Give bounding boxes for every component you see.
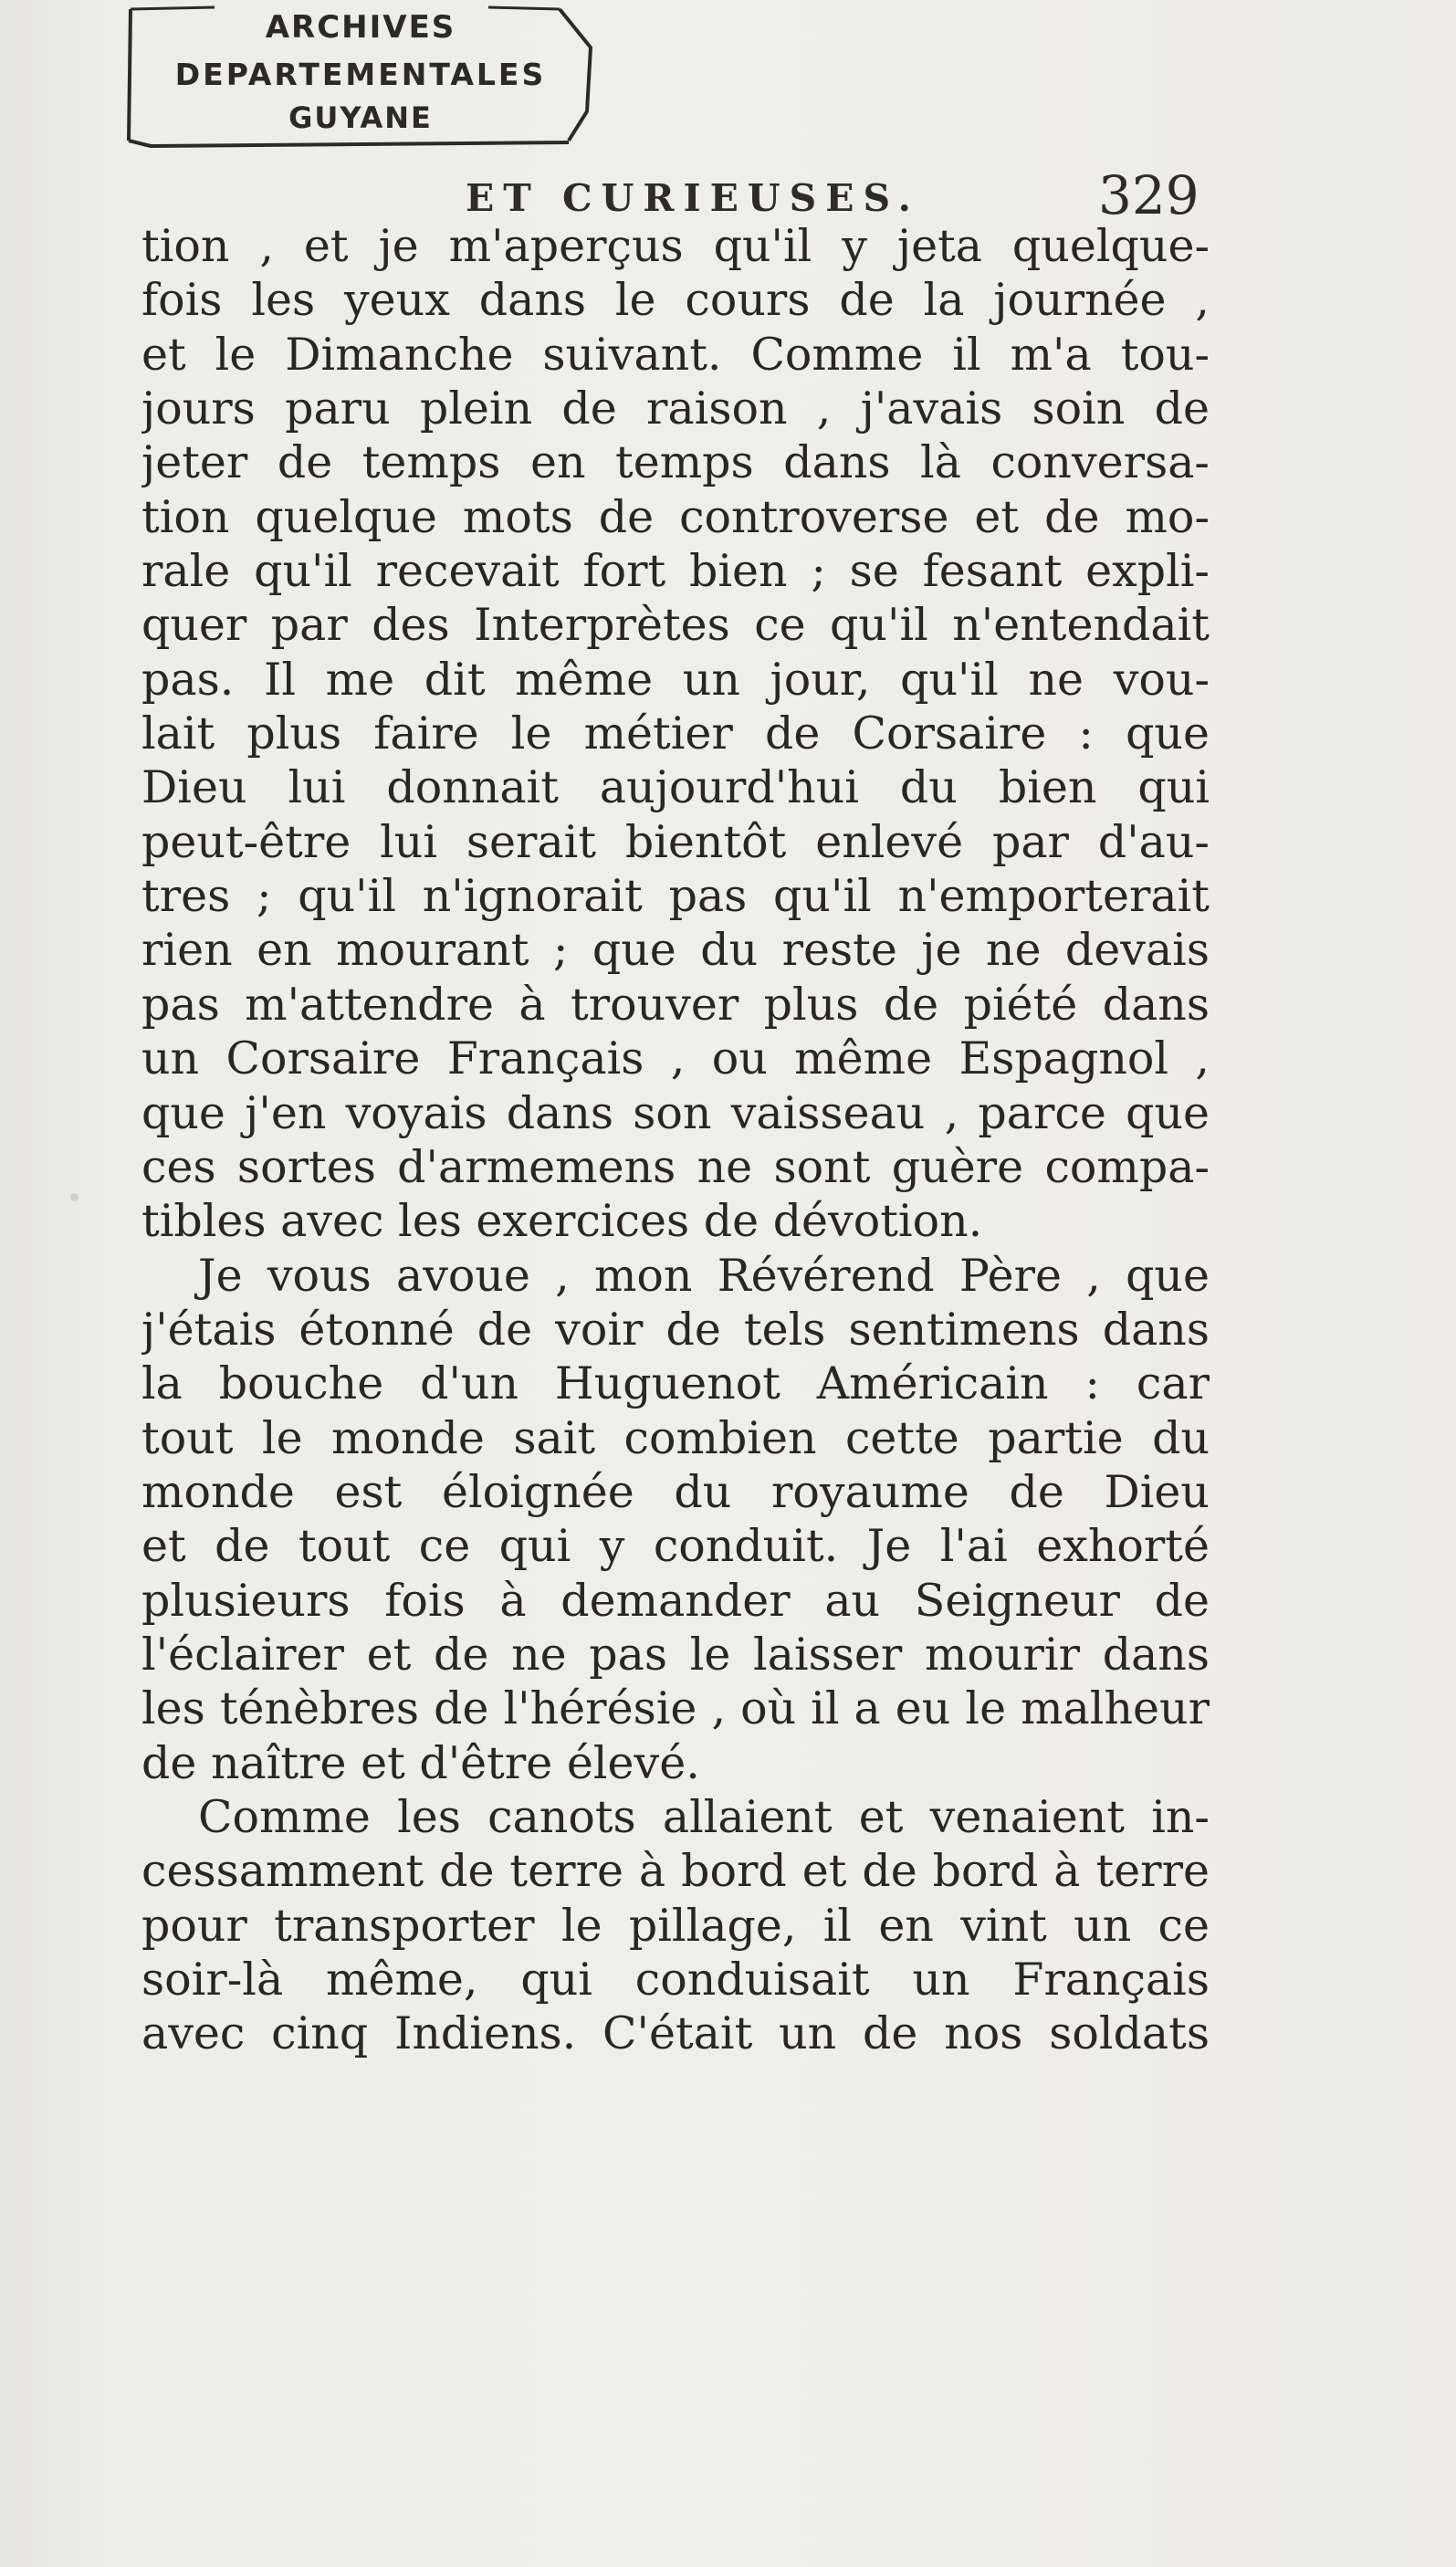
text-line: jours paru plein de raison , j'avais soin de [141, 382, 1210, 435]
text-line: et le Dimanche suivant. Comme il m'a tou- [141, 328, 1210, 381]
text-line: monde est éloignée du royaume de Dieu [141, 1465, 1210, 1518]
text-line: peut-être lui serait bientôt enlevé par d'au- [141, 815, 1210, 868]
text-line: cessamment de terre à bord et de bord à terre [141, 1845, 1210, 1898]
stamp-text-departementales: DEPARTEMENTALES [174, 57, 547, 92]
text-line: tibles avec les exercices de dévotion. [141, 1195, 983, 1248]
text-line: plusieurs fois à demander au Seigneur de [141, 1574, 1210, 1627]
text-line: et de tout ce qui y conduit. Je l'ai exhorté [141, 1520, 1210, 1573]
stamp-text-archives: ARCHIVES [265, 9, 456, 46]
text-line: ces sortes d'armemens ne sont guère compa- [141, 1140, 1210, 1193]
paper-speck [70, 1193, 79, 1201]
text-line: de naître et d'être élevé. [141, 1736, 700, 1789]
text-line: tres ; qu'il n'ignorait pas qu'il n'emporterait [141, 870, 1210, 923]
running-head: ET CURIEUSES. [466, 176, 920, 220]
text-line: Je vous avoue , mon Révérend Père , que [198, 1249, 1210, 1302]
page-number: 329 [1098, 164, 1199, 226]
text-line: rale qu'il recevait fort bien ; se fesant expli- [141, 545, 1210, 598]
text-line: pas m'attendre à trouver plus de piété dans [141, 978, 1210, 1031]
text-line: tout le monde sait combien cette partie du [141, 1411, 1210, 1464]
text-line: fois les yeux dans le cours de la journée , [141, 274, 1210, 327]
text-line: pas. Il me dit même un jour, qu'il ne vou- [141, 653, 1210, 706]
text-line: jeter de temps en temps dans là conversa- [141, 436, 1210, 489]
text-line: les ténèbres de l'hérésie , où il a eu le malheur [141, 1682, 1210, 1735]
text-line: pour transporter le pillage, il en vint un ce [141, 1899, 1210, 1952]
text-line: rien en mourant ; que du reste je ne devais [141, 924, 1210, 977]
text-line: tion quelque mots de controverse et de mo- [141, 490, 1210, 543]
body-text [141, 219, 1210, 2061]
archive-stamp [123, 4, 598, 148]
text-line: l'éclairer et de ne pas le laisser mourir dans [141, 1628, 1210, 1681]
text-line: quer par des Interprètes ce qu'il n'entendait [141, 599, 1210, 652]
text-line: Dieu lui donnait aujourd'hui du bien qui [141, 761, 1210, 814]
text-line: la bouche d'un Huguenot Américain : car [141, 1357, 1210, 1410]
stamp-text-guyane: GUYANE [288, 100, 433, 135]
text-line: Comme les canots allaient et venaient in- [198, 1790, 1210, 1843]
text-line: tion , et je m'aperçus qu'il y jeta quelque- [141, 220, 1210, 272]
text-line: soir-là même, qui conduisait un Français [141, 1954, 1210, 2006]
text-line: que j'en voyais dans son vaisseau , parce que [141, 1086, 1210, 1139]
text-line: lait plus faire le métier de Corsaire : que [141, 707, 1210, 760]
text-line: avec cinq Indiens. C'était un de nos soldats [141, 2007, 1210, 2060]
text-line: j'étais étonné de voir de tels sentimens dans [141, 1303, 1210, 1356]
text-line: un Corsaire Français , ou même Espagnol , [141, 1032, 1210, 1085]
